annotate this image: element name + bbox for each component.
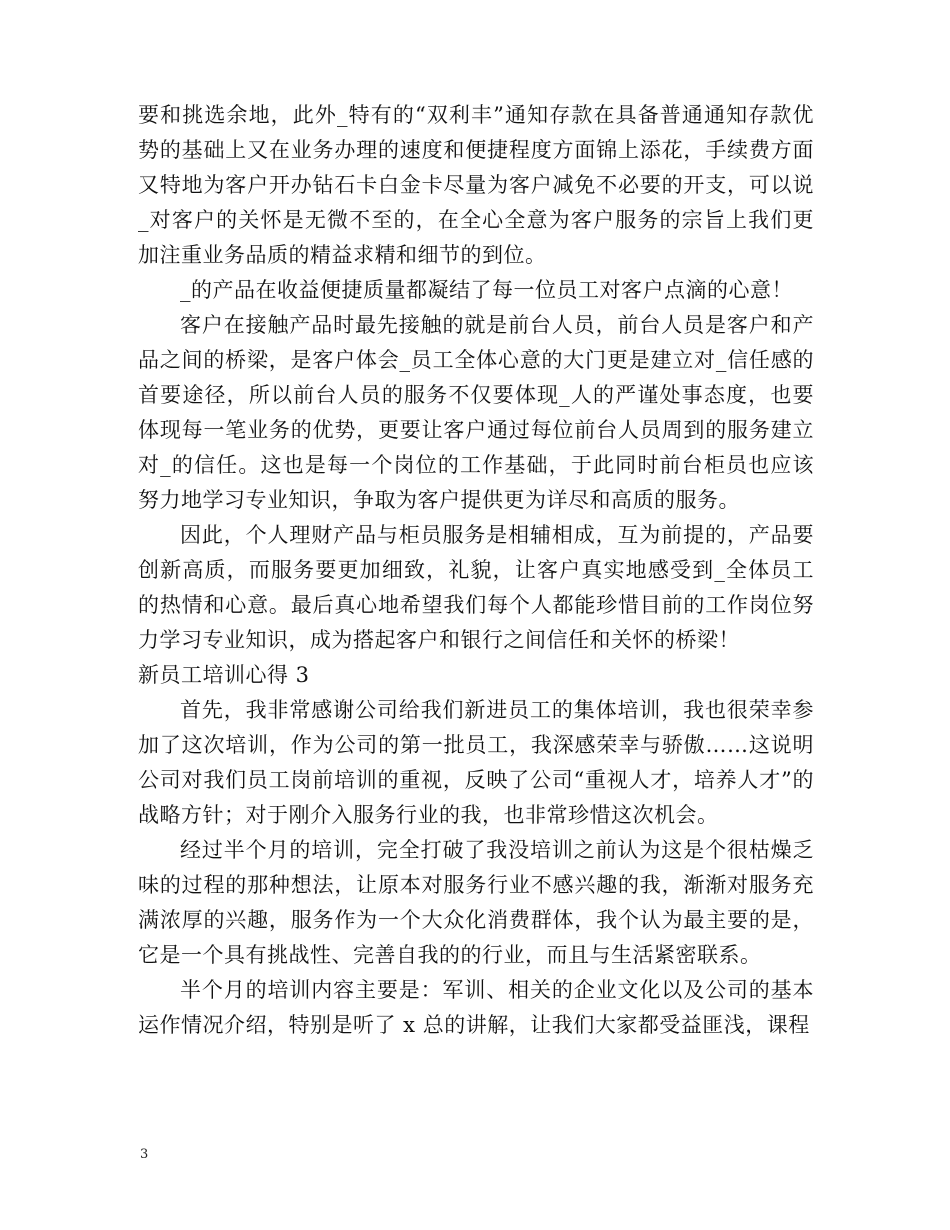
paragraph: 经过半个月的培训，完全打破了我没培训之前认为这是个很枯燥乏味的过程的那种想法，让原本对服务行业不感兴趣的我，渐渐对服务充满浓厚的兴趣，服务作为一个大众化消费群体，我个认为最主要的是，它是一个具有挑战性、完善自我的的行业，而且与生活紧密联系。 (138, 838, 814, 967)
paragraph: 客户在接触产品时最先接触的就是前台人员，前台人员是客户和产品之间的桥梁，是客户体会_员工全体心意的大门更是建立对_信任感的首要途径，所以前台人员的服务不仅要体现_人的严谨处事态度，也要体现每一笔业务的优势，更要让客户通过每位前台人员周到的服务建立对_的信任。这也是每一个岗位的工作基础，于此同时前台柜员也应该努力地学习专业知识，争取为客户提供更为详尽和高质的服务。 (138, 313, 814, 512)
page-number: 3 (140, 1147, 149, 1162)
section-heading: 新员工培训心得 3 (138, 663, 310, 687)
paragraph: 因此，个人理财产品与柜员服务是相辅相成，互为前提的，产品要创新高质，而服务要更加细致，礼貌，让客户真实地感受到_全体员工的热情和心意。最后真心地希望我们每个人都能珍惜目前的工作岗位努力学习专业知识，成为搭起客户和银行之间信任和关怀的桥梁！ (138, 523, 814, 652)
paragraph: 半个月的培训内容主要是：军训、相关的企业文化以及公司的基本运作情况介绍，特别是听了 x 总的讲解，让我们大家都受益匪浅，课程 (138, 978, 814, 1037)
paragraph-continuation: 要和挑选余地，此外_特有的“双利丰”通知存款在具备普通通知存款优势的基础上又在业务办理的速度和便捷程度方面锦上添花，手续费方面又特地为客户开办钻石卡白金卡尽量为客户减免不必要的开支，可以说_对客户的关怀是无微不至的，在全心全意为客户服务的宗旨上我们更加注重业务品质的精益求精和细节的到位。 (138, 103, 814, 267)
document-body (138, 98, 814, 1043)
paragraph: _的产品在收益便捷质量都凝结了每一位员工对客户点滴的心意！ (180, 278, 793, 302)
paragraph: 首先，我非常感谢公司给我们新进员工的集体培训，我也很荣幸参加了这次培训，作为公司的第一批员工，我深感荣幸与骄傲……这说明公司对我们员工岗前培训的重视，反映了公司“重视人才，培养人才”的战略方针；对于刚介入服务行业的我，也非常珍惜这次机会。 (138, 698, 814, 827)
